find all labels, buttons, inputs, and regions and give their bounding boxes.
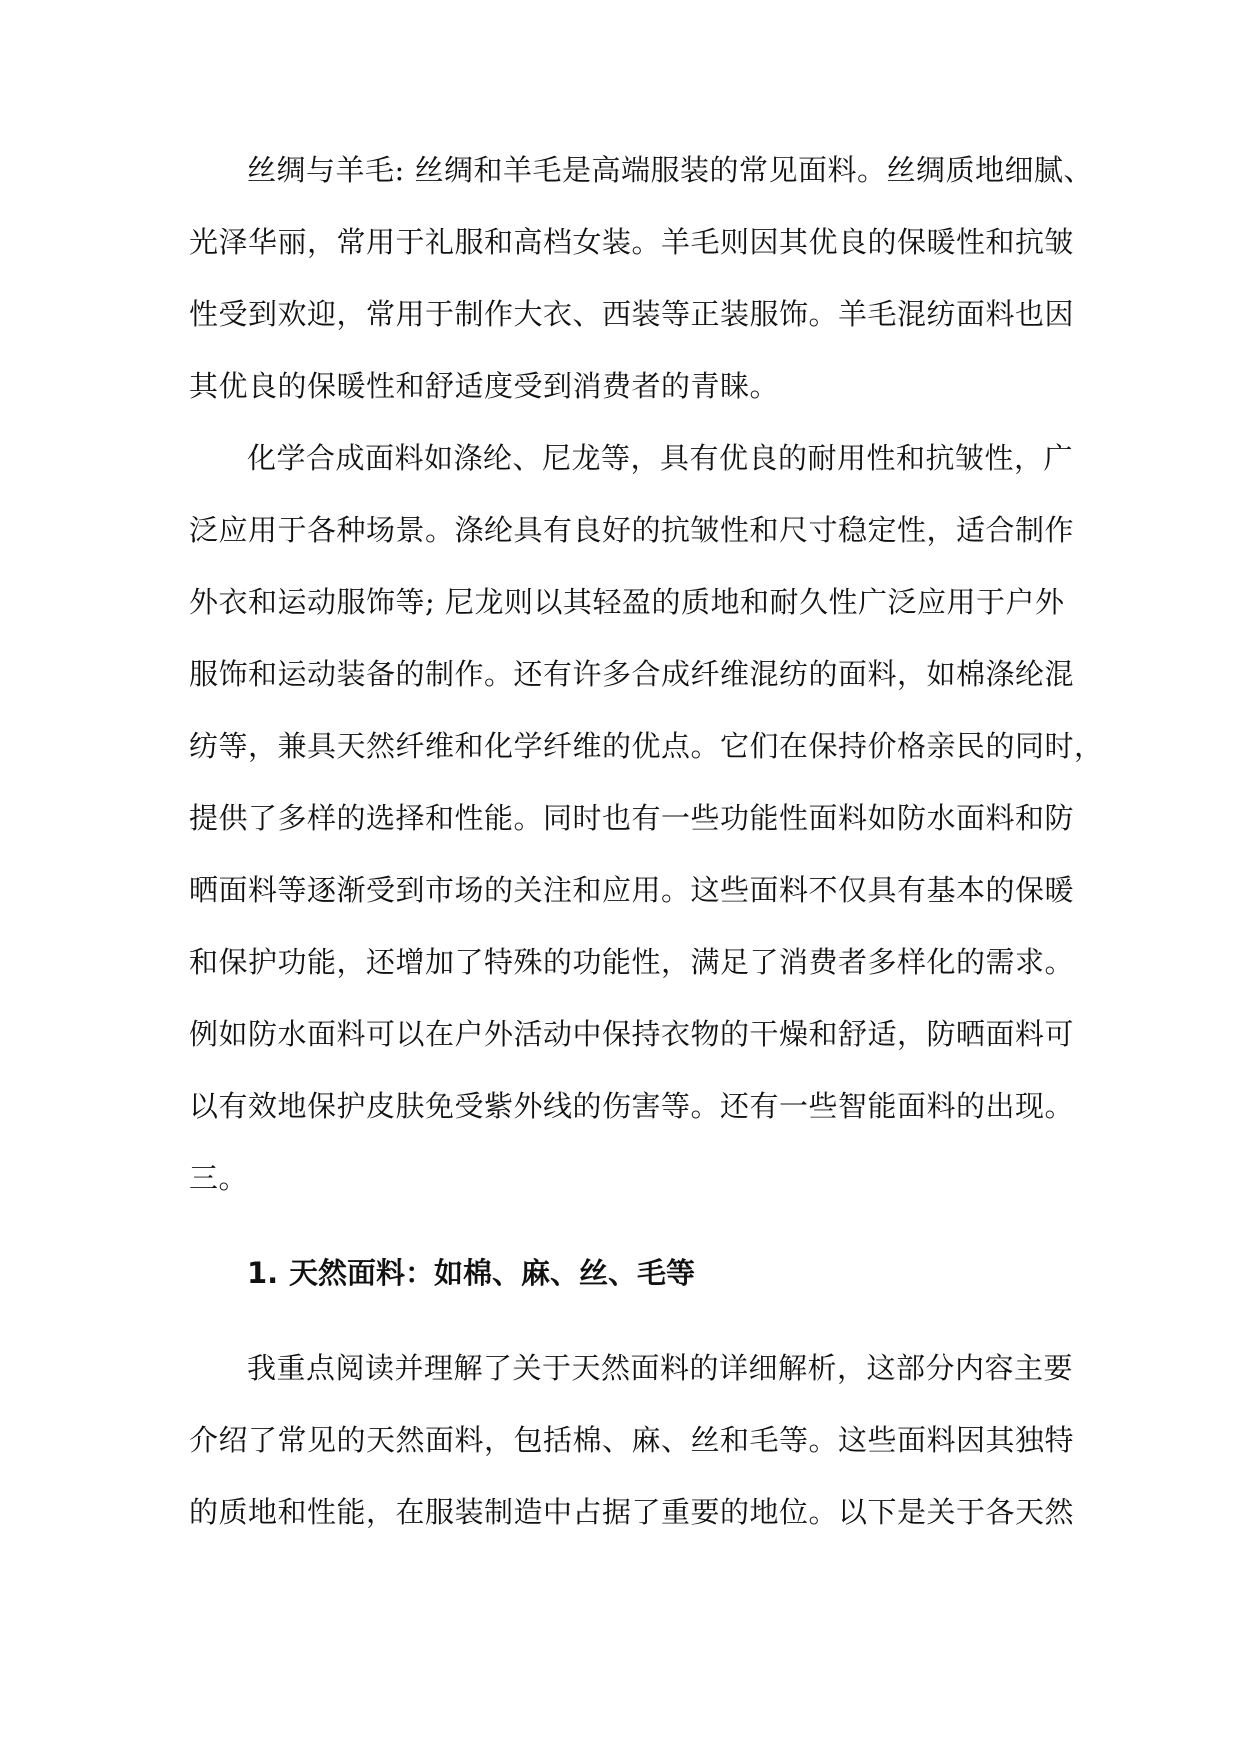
- paragraph-line: 提供了多样的选择和性能。同时也有一些功能性面料如防水面料和防: [189, 801, 1075, 835]
- heading-text: 天然面料：如棉、麻、丝、毛等: [289, 1256, 696, 1290]
- paragraph-line: 光泽华丽，常用于礼服和高档女装。羊毛则因其优良的保暖性和抗皱: [189, 225, 1075, 259]
- section-heading: [247, 1253, 695, 1293]
- paragraph-line: 晒面料等逐渐受到市场的关注和应用。这些面料不仅具有基本的保暖: [189, 873, 1075, 907]
- paragraph-line: 和保护功能，还增加了特殊的功能性，满足了消费者多样化的需求。: [189, 945, 1075, 979]
- paragraph-line: 的质地和性能，在服装制造中占据了重要的地位。以下是关于各天然: [189, 1495, 1075, 1529]
- paragraph-line: 化学合成面料如涤纶、尼龙等，具有优良的耐用性和抗皱性，广: [247, 441, 1074, 475]
- paragraph-line: 外衣和运动服饰等; 尼龙则以其轻盈的质地和耐久性广泛应用于户外: [189, 585, 1065, 619]
- paragraph-line: 其优良的保暖性和舒适度受到消费者的青睐。: [189, 369, 780, 403]
- paragraph-line: 性受到欢迎，常用于制作大衣、西装等正装服饰。羊毛混纺面料也因: [189, 297, 1075, 331]
- paragraph-line: 我重点阅读并理解了关于天然面料的详细解析，这部分内容主要: [247, 1351, 1074, 1385]
- paragraph-line: 例如防水面料可以在户外活动中保持衣物的干燥和舒适，防晒面料可: [189, 1017, 1075, 1051]
- heading-number: 1.: [247, 1256, 279, 1290]
- paragraph-line: 以有效地保护皮肤免受紫外线的伤害等。还有一些智能面料的出现。: [189, 1089, 1075, 1123]
- paragraph-line: 泛应用于各种场景。涤纶具有良好的抗皱性和尺寸稳定性，适合制作: [189, 513, 1075, 547]
- paragraph-line: 纺等，兼具天然纤维和化学纤维的优点。它们在保持价格亲民的同时，: [189, 729, 1104, 763]
- paragraph-line: 介绍了常见的天然面料，包括棉、麻、丝和毛等。这些面料因其独特: [189, 1423, 1075, 1457]
- paragraph-line: 丝绸与羊毛: 丝绸和羊毛是高端服装的常见面料。丝绸质地细腻、: [247, 153, 1093, 187]
- paragraph-line: 服饰和运动装备的制作。还有许多合成纤维混纺的面料，如棉涤纶混: [189, 657, 1075, 691]
- paragraph-line: 三。: [189, 1161, 249, 1195]
